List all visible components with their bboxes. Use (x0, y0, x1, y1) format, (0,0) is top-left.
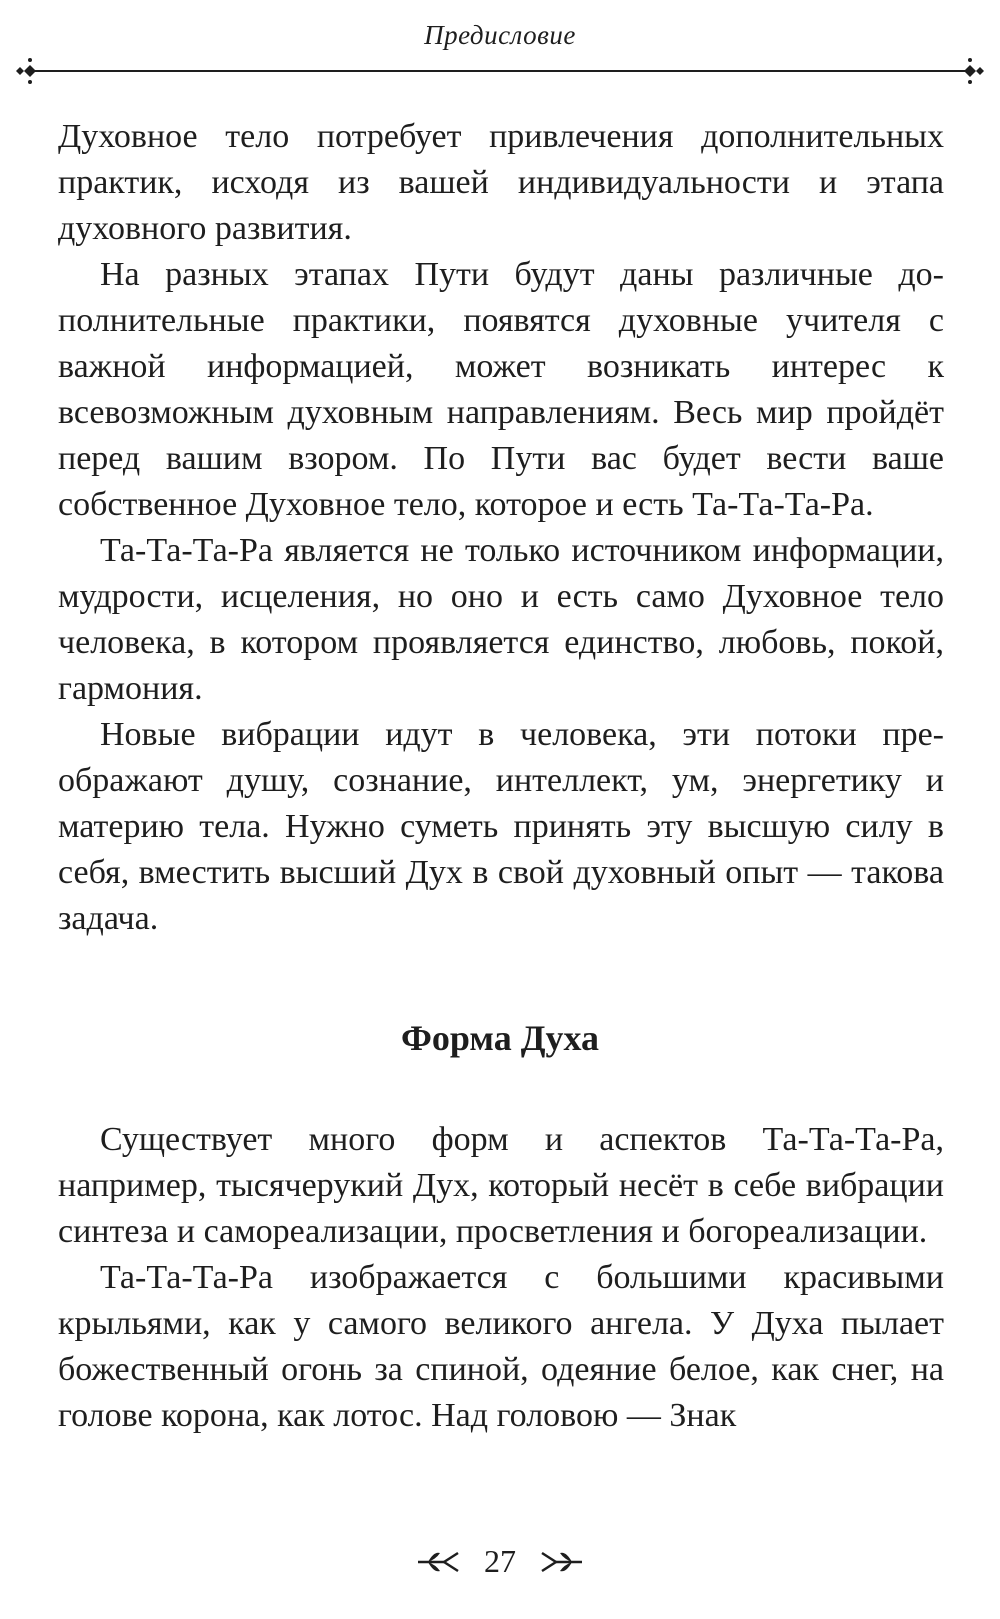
section-paragraph-1: Существует много форм и аспектов Та-Та-Та-Ра, например, тысячерукий Дух, который несёт в себе вибрации синтеза и самореализации, просветления и богореализации. (58, 1121, 944, 1250)
running-head-title: Предисловие (424, 20, 576, 50)
paragraph-1: Духовное тело потребует привлечения дополнительных практик, исходя из вашей индивидуальности и этапа духовного развития. (58, 118, 944, 247)
paragraph-4: Новые вибрации идут в человека, эти потоки преображают душу, сознание, интеллект, ум, энергетику и материю тела. Нужно суметь принять эту высшую силу в себя, вместить высший Дух в свой духовный опыт — такова задача. (58, 716, 944, 937)
leaf-arrow-right-icon (538, 1547, 586, 1577)
section-paragraph-2: Та-Та-Та-Ра изображается с большими красивыми крыльями, как у самого великого ангела. У Духа пылает божественный огонь за спиной, одеяние белое, как снег, на голове корона, как лотос. Над головою — Знак (58, 1259, 944, 1434)
section-text-block (58, 1117, 944, 1439)
main-text-block (58, 114, 944, 942)
page-number: 27 (484, 1543, 516, 1580)
section-heading: Форма Духа (401, 1018, 599, 1058)
paragraph-3: Та-Та-Та-Ра является не только источником информации, мудрости, исцеления, но оно и есть само Духовное тело человека, в котором проявляется единство, любовь, покой, гармония. (58, 532, 944, 707)
header-rule-ornament-icon (14, 56, 986, 86)
leaf-arrow-left-icon (414, 1547, 462, 1577)
page-footer (0, 1540, 1000, 1580)
paragraph-2: На разных этапах Пути будут даны различные дополнительные практики, появятся духовные учителя с важной информацией, может возникать интерес к всевозможным духовным направлениям. Весь мир пройдёт перед вашим взором. По Пути вас будет вести ваше собственное Духовное тело, которое и есть Та-Та-Та-Ра. (58, 256, 944, 523)
